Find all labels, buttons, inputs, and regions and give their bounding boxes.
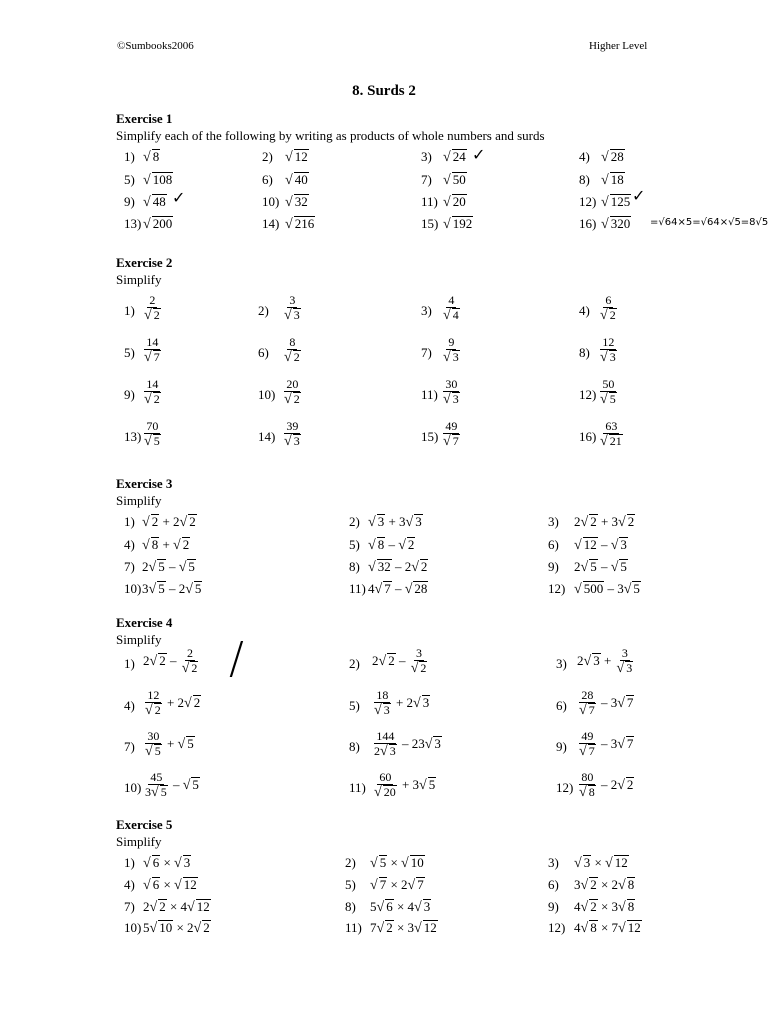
denominator: √ 8 bbox=[579, 785, 595, 800]
item-number: 12) bbox=[548, 581, 566, 596]
item-number: 12) bbox=[556, 780, 574, 795]
item-number: 4) bbox=[124, 877, 135, 892]
item-expression: 2√ 5 – √ 5 bbox=[574, 559, 627, 575]
numerator: 45 bbox=[150, 770, 163, 784]
exercise-heading: Exercise 2 bbox=[116, 255, 173, 270]
item-expression: √ 3 × √ 12 bbox=[574, 855, 628, 871]
item-expression bbox=[577, 729, 634, 759]
numerator: 18 bbox=[376, 688, 389, 702]
item-fraction bbox=[282, 419, 303, 449]
item-expression: √ 6 × √ 12 bbox=[143, 877, 197, 893]
numerator: 49 bbox=[445, 419, 458, 433]
item-number: 6) bbox=[548, 877, 559, 892]
item-expression: √ 500 – 3√ 5 bbox=[574, 581, 640, 597]
numerator: 4 bbox=[448, 293, 455, 307]
fraction bbox=[441, 377, 462, 407]
exercise-instruction: Simplify bbox=[116, 632, 162, 647]
item-number: 6) bbox=[548, 537, 559, 552]
item-number: 2) bbox=[258, 303, 269, 318]
item-expression: 2√ 5 – √ 5 bbox=[142, 559, 195, 575]
item-number: 11) bbox=[345, 920, 362, 935]
denominator: √ 2 bbox=[145, 703, 161, 718]
exercise-instruction: Simplify bbox=[116, 493, 162, 508]
item-fraction bbox=[598, 335, 619, 365]
item-number: 8) bbox=[345, 899, 356, 914]
denominator: √ 2 bbox=[284, 350, 300, 365]
item-number: 9) bbox=[548, 559, 559, 574]
denominator: 3√ 5 bbox=[145, 785, 167, 800]
item-number: 11) bbox=[421, 194, 438, 209]
item-number: 6) bbox=[556, 698, 567, 713]
item-expression: √ 8 + √ 2 bbox=[142, 537, 190, 553]
item-number: 9) bbox=[556, 739, 567, 754]
denominator: √ 3 bbox=[443, 392, 459, 407]
numerator: 144 bbox=[376, 729, 395, 743]
fraction bbox=[598, 293, 619, 323]
denominator: √ 3 bbox=[284, 308, 300, 323]
item-number: 3) bbox=[421, 303, 432, 318]
denominator: √ 7 bbox=[579, 744, 595, 759]
item-fraction bbox=[441, 419, 462, 449]
item-number: 1) bbox=[124, 656, 135, 671]
item-number: 12) bbox=[548, 920, 566, 935]
expr-suffix: – 23√ 3 bbox=[398, 735, 441, 752]
exercise-instruction: Simplify bbox=[116, 272, 162, 287]
expr-suffix: – 2√ 2 bbox=[597, 776, 634, 793]
fraction bbox=[143, 688, 164, 718]
item-fraction bbox=[142, 419, 163, 449]
fraction bbox=[577, 770, 598, 800]
numerator: 12 bbox=[602, 335, 615, 349]
item-expression: 3√ 2 × 2√ 8 bbox=[574, 877, 635, 893]
item-number: 2) bbox=[262, 149, 273, 164]
denominator: √ 2 bbox=[144, 308, 160, 323]
item-fraction bbox=[282, 335, 303, 365]
denominator: √ 3 bbox=[600, 350, 616, 365]
numerator: 3 bbox=[621, 646, 628, 660]
denominator: √ 20 bbox=[374, 785, 396, 800]
item-expression bbox=[143, 688, 201, 718]
fraction bbox=[143, 729, 164, 759]
denominator: √ 2 bbox=[181, 661, 198, 676]
numerator: 6 bbox=[605, 293, 612, 307]
header-level: Higher Level bbox=[589, 40, 648, 52]
item-expression: √ 2 + 2√ 2 bbox=[142, 514, 196, 530]
item-number: 9) bbox=[124, 194, 135, 209]
item-expression: √ 320 bbox=[601, 216, 631, 232]
denominator: √ 5 bbox=[144, 434, 160, 449]
item-number: 6) bbox=[262, 172, 273, 187]
item-number: 2) bbox=[349, 514, 360, 529]
tick-mark: ✓ bbox=[632, 186, 646, 205]
numerator: 80 bbox=[581, 770, 594, 784]
item-expression bbox=[372, 729, 442, 759]
item-expression bbox=[372, 646, 429, 676]
numerator: 30 bbox=[147, 729, 160, 743]
item-number: 10) bbox=[124, 581, 142, 596]
numerator: 14 bbox=[146, 335, 159, 349]
item-expression bbox=[577, 770, 634, 800]
denominator: √ 7 bbox=[579, 703, 595, 718]
item-expression: √ 20 bbox=[443, 194, 466, 210]
item-expression: √ 8 bbox=[143, 149, 160, 165]
expr-prefix: 2√ 3 + bbox=[577, 652, 615, 669]
item-expression: √ 5 × √ 10 bbox=[370, 855, 424, 871]
slash-mark: / bbox=[229, 633, 244, 684]
item-number: 14) bbox=[258, 429, 276, 444]
item-expression: 2√ 2 × 4√ 12 bbox=[143, 899, 210, 915]
item-expression: √ 28 bbox=[601, 149, 624, 165]
item-expression: √ 6 × √ 3 bbox=[143, 855, 191, 871]
numerator: 60 bbox=[379, 770, 392, 784]
header-copyright: ©Sumbooks2006 bbox=[117, 40, 194, 52]
expr-suffix: + 2√ 3 bbox=[392, 694, 430, 711]
item-number: 1) bbox=[124, 149, 135, 164]
item-number: 7) bbox=[124, 739, 135, 754]
exercise-heading: Exercise 1 bbox=[116, 111, 173, 126]
denominator: √ 7 bbox=[144, 350, 160, 365]
fraction bbox=[598, 377, 619, 407]
item-number: 9) bbox=[124, 387, 135, 402]
item-expression: √ 12 – √ 3 bbox=[574, 537, 627, 553]
numerator: 20 bbox=[286, 377, 299, 391]
denominator: √ 3 bbox=[443, 350, 459, 365]
item-expression: √ 125 bbox=[601, 194, 631, 210]
item-number: 5) bbox=[124, 172, 135, 187]
item-fraction bbox=[282, 377, 303, 407]
item-expression: √ 50 bbox=[443, 172, 466, 188]
item-fraction bbox=[441, 335, 462, 365]
item-expression: √ 32 bbox=[285, 194, 308, 210]
page-title: 8. Surds 2 bbox=[352, 83, 416, 99]
item-number: 3) bbox=[421, 149, 432, 164]
numerator: 2 bbox=[149, 293, 156, 307]
fraction bbox=[142, 377, 163, 407]
item-number: 7) bbox=[421, 172, 432, 187]
fraction bbox=[180, 646, 201, 676]
item-number: 3) bbox=[548, 514, 559, 529]
denominator: √ 4 bbox=[443, 308, 459, 323]
item-number: 13) bbox=[124, 429, 142, 444]
item-number: 15) bbox=[421, 216, 439, 231]
denominator: √ 21 bbox=[600, 434, 622, 449]
item-number: 7) bbox=[124, 899, 135, 914]
item-number: 4) bbox=[124, 698, 135, 713]
item-expression: √ 12 bbox=[285, 149, 308, 165]
numerator: 8 bbox=[289, 335, 296, 349]
item-number: 8) bbox=[349, 739, 360, 754]
fraction bbox=[372, 770, 399, 800]
fraction bbox=[441, 293, 462, 323]
item-expression bbox=[577, 646, 635, 676]
fraction bbox=[372, 688, 393, 718]
fraction bbox=[577, 729, 598, 759]
item-number: 13) bbox=[124, 216, 142, 231]
numerator: 39 bbox=[286, 419, 299, 433]
item-number: 5) bbox=[345, 877, 356, 892]
item-expression: √ 24 bbox=[443, 149, 466, 165]
denominator: √ 2 bbox=[284, 392, 300, 407]
item-number: 11) bbox=[349, 581, 366, 596]
denominator: √ 2 bbox=[410, 661, 427, 676]
item-number: 1) bbox=[124, 855, 135, 870]
denominator: √ 3 bbox=[374, 703, 390, 718]
denominator: 2√ 3 bbox=[374, 744, 396, 759]
item-number: 7) bbox=[421, 345, 432, 360]
item-number: 16) bbox=[579, 429, 597, 444]
denominator: √ 5 bbox=[600, 392, 616, 407]
fraction bbox=[142, 419, 163, 449]
item-number: 1) bbox=[124, 303, 135, 318]
numerator: 63 bbox=[605, 419, 618, 433]
denominator: √ 2 bbox=[144, 392, 160, 407]
exercise-heading: Exercise 5 bbox=[116, 817, 173, 832]
denominator: √ 2 bbox=[600, 308, 616, 323]
fraction bbox=[615, 646, 636, 676]
item-number: 9) bbox=[548, 899, 559, 914]
denominator: √ 3 bbox=[616, 661, 633, 676]
exercise-heading: Exercise 3 bbox=[116, 476, 173, 491]
item-expression bbox=[143, 646, 200, 676]
item-number: 10) bbox=[124, 920, 142, 935]
item-expression bbox=[143, 729, 195, 759]
item-number: 10) bbox=[262, 194, 280, 209]
denominator: √ 7 bbox=[443, 434, 459, 449]
item-fraction bbox=[598, 419, 625, 449]
handwritten-working: =√64×5=√64×√5=8√5 bbox=[650, 217, 768, 228]
item-expression: 5√ 6 × 4√ 3 bbox=[370, 899, 431, 915]
item-expression: 3√ 5 – 2√ 5 bbox=[142, 581, 202, 597]
item-expression: 4√ 2 × 3√ 8 bbox=[574, 899, 635, 915]
item-number: 2) bbox=[349, 656, 360, 671]
item-number: 7) bbox=[124, 559, 135, 574]
item-number: 11) bbox=[421, 387, 438, 402]
item-fraction bbox=[441, 293, 462, 323]
expr-suffix: – 3√ 7 bbox=[597, 735, 634, 752]
expr-suffix: + 2√ 2 bbox=[163, 694, 201, 711]
item-expression: 4√ 7 – √ 28 bbox=[368, 581, 428, 597]
item-number: 12) bbox=[579, 194, 597, 209]
numerator: 30 bbox=[445, 377, 458, 391]
fraction bbox=[577, 688, 598, 718]
item-expression: √ 40 bbox=[285, 172, 308, 188]
item-fraction bbox=[142, 335, 163, 365]
fraction bbox=[282, 419, 303, 449]
item-number: 4) bbox=[579, 149, 590, 164]
item-expression: 7√ 2 × 3√ 12 bbox=[370, 920, 437, 936]
fraction bbox=[598, 419, 625, 449]
item-number: 4) bbox=[579, 303, 590, 318]
item-fraction bbox=[142, 377, 163, 407]
expr-prefix: 2√ 2 – bbox=[143, 652, 180, 669]
item-number: 4) bbox=[124, 537, 135, 552]
item-expression: √ 8 – √ 2 bbox=[368, 537, 415, 553]
item-number: 8) bbox=[579, 172, 590, 187]
item-number: 5) bbox=[124, 345, 135, 360]
numerator: 70 bbox=[146, 419, 159, 433]
item-expression: √ 216 bbox=[285, 216, 315, 232]
item-number: 6) bbox=[258, 345, 269, 360]
fraction bbox=[409, 646, 430, 676]
item-expression: 2√ 2 + 3√ 2 bbox=[574, 514, 635, 530]
item-expression bbox=[372, 688, 430, 718]
fraction bbox=[372, 729, 399, 759]
item-number: 2) bbox=[345, 855, 356, 870]
item-number: 8) bbox=[579, 345, 590, 360]
fraction bbox=[282, 335, 303, 365]
item-number: 14) bbox=[262, 216, 280, 231]
item-number: 10) bbox=[124, 780, 142, 795]
numerator: 12 bbox=[147, 688, 160, 702]
item-number: 1) bbox=[124, 514, 135, 529]
expr-suffix: + √ 5 bbox=[163, 735, 194, 752]
item-fraction bbox=[441, 377, 462, 407]
item-number: 12) bbox=[579, 387, 597, 402]
item-number: 3) bbox=[556, 656, 567, 671]
fraction bbox=[598, 335, 619, 365]
item-expression: √ 32 – 2√ 2 bbox=[368, 559, 428, 575]
expr-suffix: – √ 5 bbox=[169, 776, 199, 793]
item-fraction bbox=[598, 293, 619, 323]
item-expression: √ 7 × 2√ 7 bbox=[370, 877, 424, 893]
numerator: 2 bbox=[187, 646, 194, 660]
exercise-instruction: Simplify bbox=[116, 834, 162, 849]
item-number: 11) bbox=[349, 780, 366, 795]
item-number: 10) bbox=[258, 387, 276, 402]
item-number: 15) bbox=[421, 429, 439, 444]
item-expression bbox=[143, 770, 200, 800]
item-fraction bbox=[142, 293, 163, 323]
numerator: 49 bbox=[581, 729, 594, 743]
numerator: 3 bbox=[416, 646, 423, 660]
item-number: 16) bbox=[579, 216, 597, 231]
tick-mark: ✓ bbox=[472, 145, 486, 164]
numerator: 9 bbox=[448, 335, 455, 349]
item-number: 8) bbox=[349, 559, 360, 574]
expr-suffix: + 3√ 5 bbox=[398, 776, 436, 793]
fraction bbox=[143, 770, 170, 800]
denominator: √ 3 bbox=[284, 434, 300, 449]
numerator: 3 bbox=[289, 293, 296, 307]
exercise-instruction: Simplify each of the following by writing as products of whole numbers and surds bbox=[116, 128, 545, 143]
numerator: 28 bbox=[581, 688, 594, 702]
fraction bbox=[441, 335, 462, 365]
numerator: 50 bbox=[602, 377, 615, 391]
item-expression bbox=[577, 688, 634, 718]
item-number: 5) bbox=[349, 537, 360, 552]
numerator: 14 bbox=[146, 377, 159, 391]
fraction bbox=[282, 377, 303, 407]
item-expression: √ 3 + 3√ 3 bbox=[368, 514, 422, 530]
item-expression: √ 200 bbox=[143, 216, 173, 232]
item-number: 3) bbox=[548, 855, 559, 870]
denominator: √ 5 bbox=[145, 744, 161, 759]
expr-suffix: – 3√ 7 bbox=[597, 694, 634, 711]
item-expression bbox=[372, 770, 436, 800]
tick-mark: ✓ bbox=[172, 188, 186, 207]
item-expression: √ 48 bbox=[143, 194, 166, 210]
item-expression: 4√ 8 × 7√ 12 bbox=[574, 920, 641, 936]
item-expression: √ 192 bbox=[443, 216, 473, 232]
expr-prefix: 2√ 2 – bbox=[372, 652, 409, 669]
fraction bbox=[142, 293, 163, 323]
item-expression: 5√ 10 × 2√ 2 bbox=[143, 920, 210, 936]
item-fraction bbox=[598, 377, 619, 407]
item-expression: √ 18 bbox=[601, 172, 624, 188]
item-number: 5) bbox=[349, 698, 360, 713]
item-fraction bbox=[282, 293, 303, 323]
fraction bbox=[441, 419, 462, 449]
exercise-heading: Exercise 4 bbox=[116, 615, 173, 630]
item-expression: √ 108 bbox=[143, 172, 173, 188]
fraction bbox=[142, 335, 163, 365]
fraction bbox=[282, 293, 303, 323]
